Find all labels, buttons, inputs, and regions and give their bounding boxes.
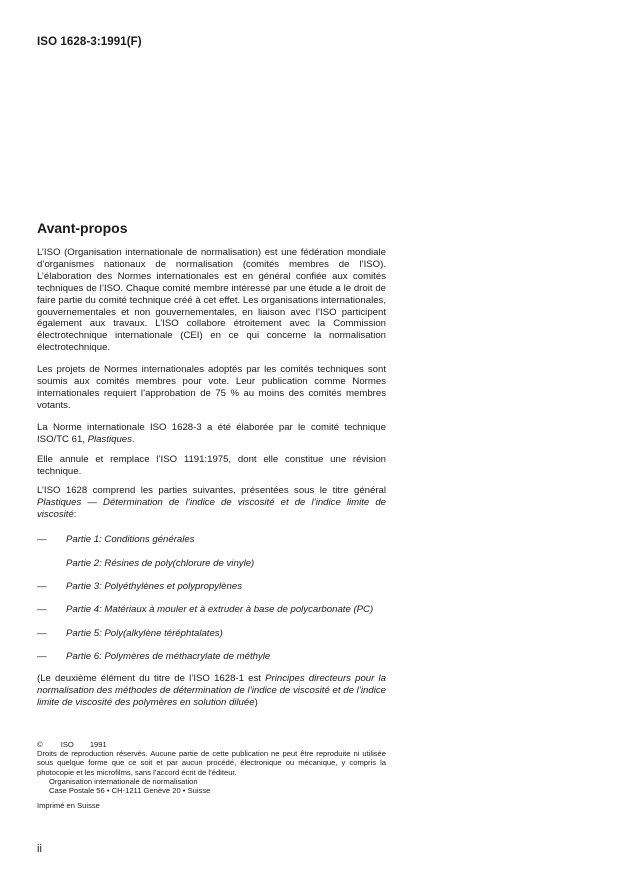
part-label: Partie 4: Matériaux à mouler et à extruder à base de polycarbonate (PC) <box>66 604 374 616</box>
list-item <box>37 628 386 640</box>
list-item <box>37 558 386 570</box>
list-dash: — <box>37 534 47 546</box>
standard-id: ISO 1628-3:1991(F) <box>37 36 142 48</box>
part-label: Partie 5: Poly(alkylène téréphtalates) <box>66 627 223 639</box>
adoption-end: . <box>131 433 135 445</box>
copyright-owner: ISO <box>60 740 74 749</box>
paragraph-revision: Elle annule et remplace l’ISO 1191:1975, dont elle constitue une révision technique. <box>37 453 386 477</box>
list-dash: — <box>37 651 47 663</box>
adoption-text: La Norme internationale ISO 1628-3 a été élaborée par le comité technique ISO/TC 61, <box>37 421 386 445</box>
list-dash: — <box>37 627 47 639</box>
copyright-year: 1991 <box>89 740 107 749</box>
parts-intro-text: L’ISO 1628 comprend les parties suivantes, présentées sous le titre général <box>37 485 386 497</box>
list-dash: — <box>37 604 47 616</box>
organisation-address: Case Postale 56 • CH-1211 Genève 20 • Suisse <box>49 786 211 796</box>
principles-title: Principes directeurs pour la normalisation des méthodes de détermination de l’indice de viscosité et de l’indice limite de viscosité des polymères en solution diluée <box>37 673 386 708</box>
foreword-body <box>37 247 386 709</box>
list-item <box>37 581 386 593</box>
general-title: Plastiques — Détermination de l’indice de viscosité et de l’indice limite de viscosité <box>37 497 386 521</box>
part-label: Partie 2: Résines de poly(chlorure de vinyle) <box>66 557 255 569</box>
parts-list <box>37 534 386 663</box>
paragraph-iso-intro: L’ISO (Organisation internationale de normalisation) est une fédération mondiale d’organismes nationaux de normalisation (comités membres de l’ISO). L’élaboration des Normes internationales est en général confiée aux comités techniques de l’ISO. Chaque comité membre intéressé par une étude a le droit de faire partie du comité technique créé à cet effet. Les organisations internationales, gouvernementales et non gouvernementales, en liaison avec l’ISO participent également aux travaux. L’ISO collabore étroitement avec la Commission électrotechnique internationale (CEI) en ce qui concerne la normalisation électrotechnique. <box>37 247 386 354</box>
paragraph-parts-intro <box>37 485 386 521</box>
copyright-line <box>37 740 386 749</box>
list-item <box>37 651 386 663</box>
list-item <box>37 534 386 546</box>
note-end: ) <box>254 696 258 708</box>
rights-statement: Droits de reproduction réservés. Aucune partie de cette publication ne peut être reproduite ni utilisée sous quelque forme que ce soit et par aucun procédé, électronique ou mécanique, y compris la photocopie et les microfilms, sans l’accord écrit de l’éditeur. <box>37 749 386 777</box>
part-label: Partie 3: Polyéthylènes et polypropylènes <box>66 580 242 592</box>
part-label: Partie 1: Conditions générales <box>66 534 195 546</box>
list-item <box>37 604 386 616</box>
printed-in: Imprimé en Suisse <box>37 801 100 811</box>
part-label: Partie 6: Polymères de méthacrylate de méthyle <box>66 651 271 663</box>
organisation-name: Organisation internationale de normalisation <box>49 776 198 786</box>
copyright-footer <box>37 740 386 810</box>
paragraph-adoption <box>37 422 386 446</box>
parts-intro-end: : <box>73 509 77 521</box>
copyright-icon: © <box>37 740 43 749</box>
section-title: Avant-propos <box>37 220 128 236</box>
note-text: (Le deuxième élément du titre de l’ISO 1628-1 est <box>37 673 266 685</box>
committee-name: Plastiques <box>87 433 132 445</box>
paragraph-note <box>37 673 386 709</box>
list-dash: — <box>37 580 47 592</box>
page-number: ii <box>37 843 42 855</box>
paragraph-voting: Les projets de Normes internationales adoptés par les comités techniques sont soumis aux comités membres pour vote. Leur publication comme Normes internationales requiert l’approbation de 75 % au moins des comités membres votants. <box>37 364 386 411</box>
